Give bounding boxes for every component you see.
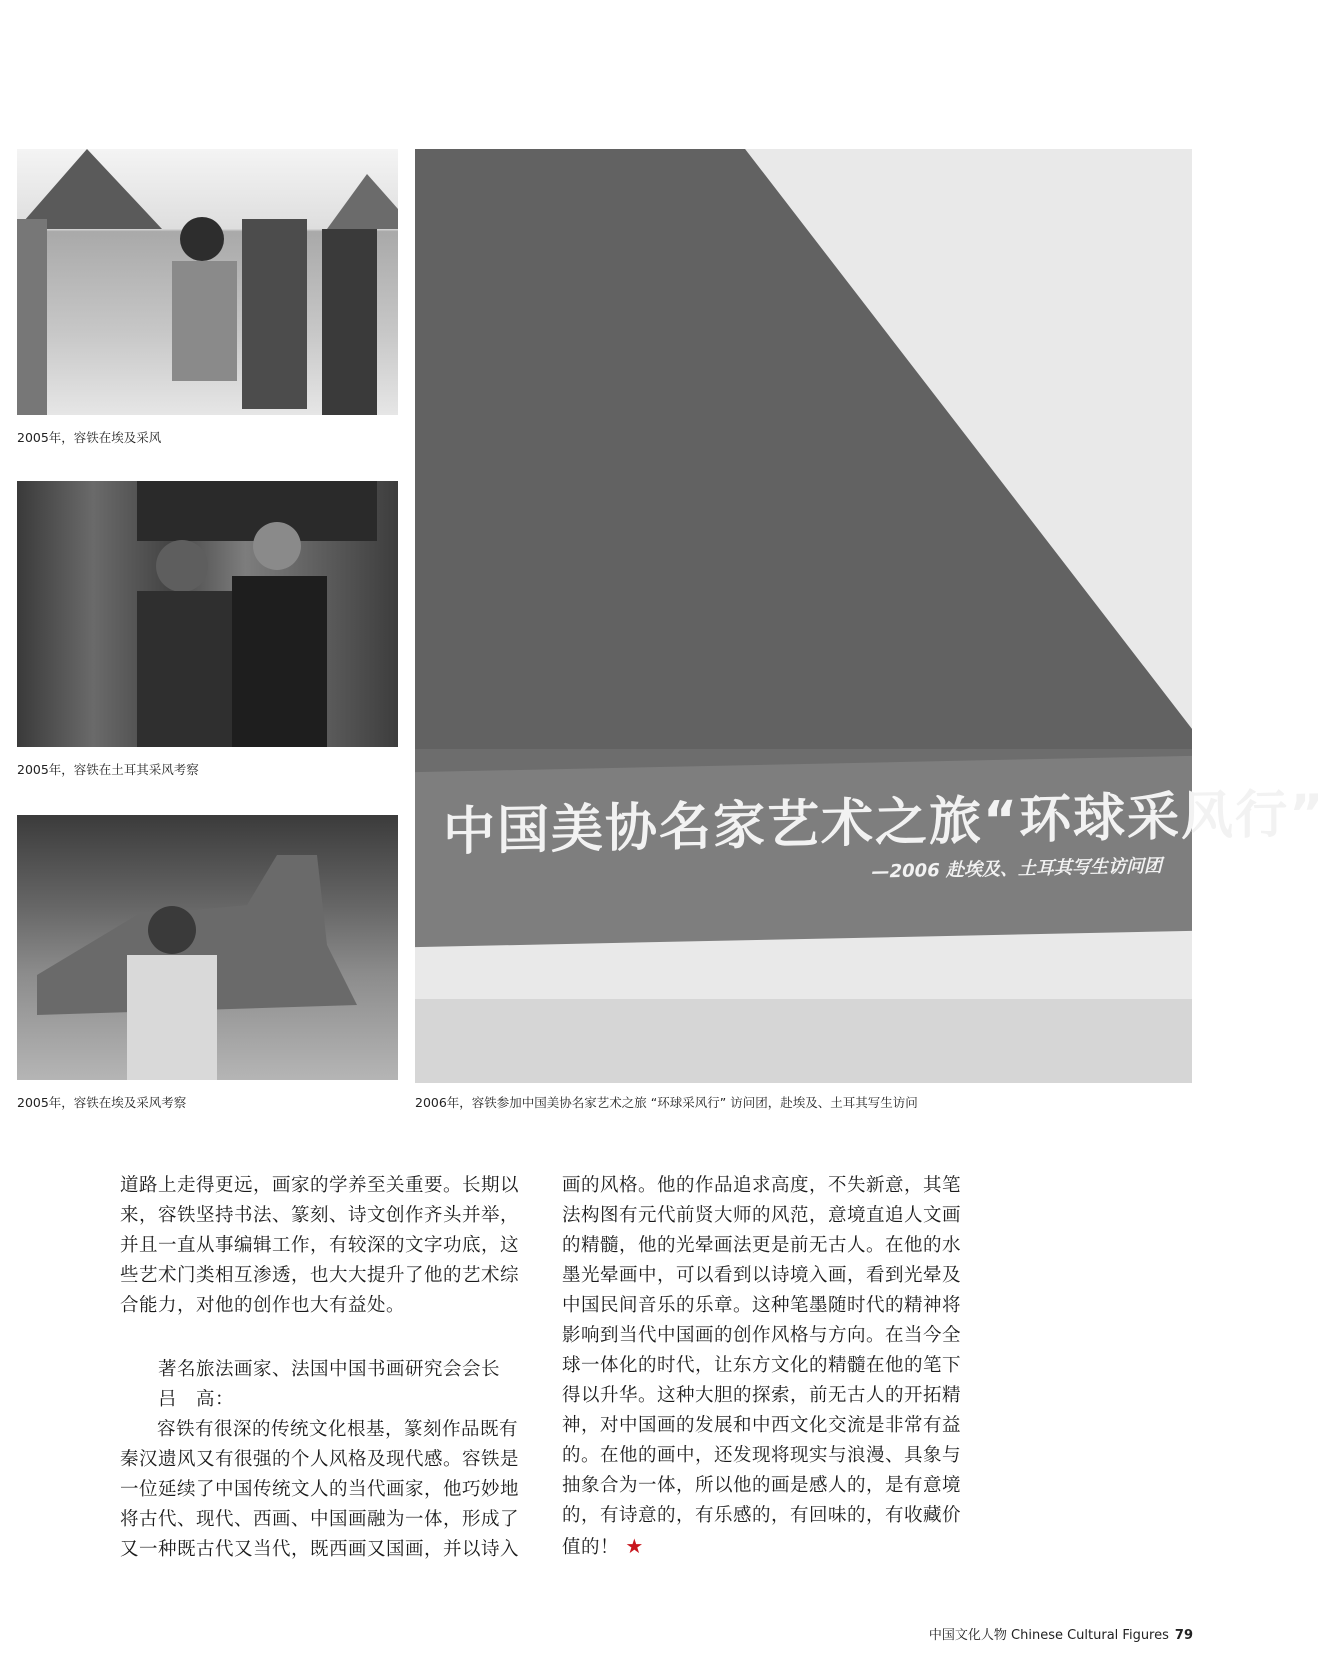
photo-caption: 2005年，容铁在土耳其采风考察 <box>17 762 199 777</box>
interviewee-name: 吕 高： <box>158 1389 235 1410</box>
desert-pyramids-photo <box>17 149 398 415</box>
paragraph: 画的风格。他的作品追求高度，不失新意，其笔法构图有元代前贤大师的风范，意境直追人文画的精髓，他的光晕画法更是前无古人。在他的水墨光晕画中，可以看到以诗境入画，看到光晕及中国民间音乐的乐章。这种笔墨随时代的精神将影响到当代中国画的创作风格与方向。在当今全球一体化的时代，让东方文化的精髓在他的笔下得以升华。这种大胆的探索，前无古人的开拓精神，对中国画的发展和中西文化交流是非常有益的。在他的画中，还发现将现实与浪漫、具象与抽象合为一体，所以他的画是感人的，是有意境的，有诗意的，有乐感的，有回味的，有收藏价值的！ <box>562 1175 962 1558</box>
magazine-name: 中国文化人物 Chinese Cultural Figures <box>928 1628 1169 1643</box>
banner-sub-text: —2006 赴埃及、土耳其写生访问团 <box>871 855 1162 883</box>
paragraph: 容铁有很深的传统文化根基，篆刻作品既有秦汉遗风又有很强的个人风格及现代感。容铁是一位延续了中国传统文人的当代画家，他巧妙地将古代、现代、西画、中国画融为一体，形成了又一种既古代又当代，既西画又国画，并以诗入 <box>120 1419 520 1560</box>
pyramids-icon <box>17 149 398 415</box>
photo-caption: 2005年，容铁在埃及采风 <box>17 430 162 445</box>
group-pyramid-photo <box>415 149 1325 1083</box>
end-star-icon: ★ <box>625 1534 644 1558</box>
page-footer <box>929 1624 1193 1643</box>
group-banner <box>415 756 1325 947</box>
photo-caption: 2006年，容铁参加中国美协名家艺术之旅 “环球采风行” 访问团，赴埃及、土耳其写生访问 <box>415 1095 918 1110</box>
mosque-interior-photo <box>17 481 398 747</box>
page-number: 79 <box>1174 1628 1193 1643</box>
paragraph: 道路上走得更远，画家的学养至关重要。长期以来，容铁坚持书法、篆刻、诗文创作齐头并举，并且一直从事编辑工作，有较深的文字功底，这些艺术门类相互渗透，也大大提升了他的艺术综合能力，对他的创作也大有益处。 <box>120 1175 520 1316</box>
interviewee-title: 著名旅法画家、法国中国书画研究会会长 <box>158 1359 501 1380</box>
sphinx-icon <box>17 815 398 1080</box>
people-icon <box>17 481 398 747</box>
article-column-right <box>562 1171 972 1563</box>
photo-caption: 2005年，容铁在埃及采风考察 <box>17 1095 187 1110</box>
banner-main-text: 中国美协名家艺术之旅“环球采风行” <box>443 784 1325 863</box>
paragraph-with-end-mark <box>562 1171 972 1563</box>
article-column-left <box>120 1171 530 1565</box>
sphinx-photo <box>17 815 398 1080</box>
